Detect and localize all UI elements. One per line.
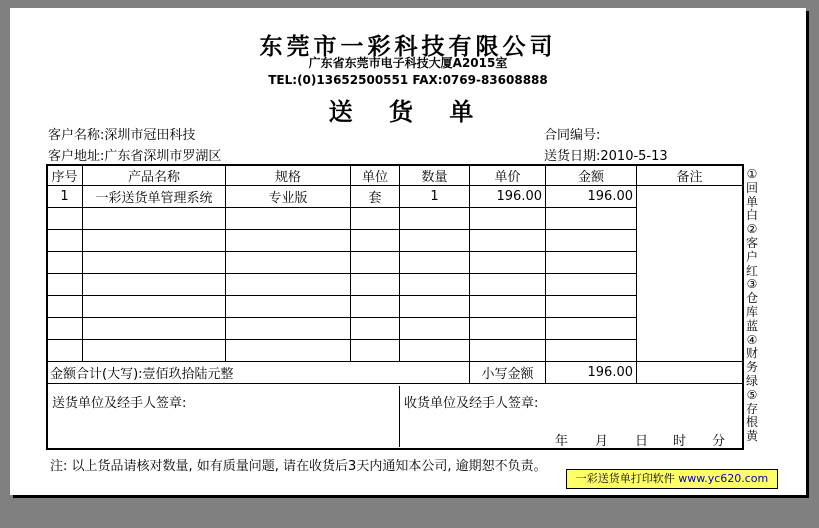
- cell-price[interactable]: [470, 296, 546, 318]
- customer-address: 客户地址:广东省深圳市罗湖区: [48, 149, 222, 164]
- cell-index[interactable]: [47, 208, 83, 230]
- cell-spec[interactable]: 专业版: [226, 186, 351, 208]
- copy-char: 黄: [745, 429, 758, 444]
- copy-char: 蓝: [745, 318, 758, 333]
- copy-char: 存: [745, 401, 758, 416]
- copy-char: 户: [745, 249, 758, 264]
- copy-char: 根: [745, 415, 758, 430]
- receiver-signature-label: 收货单位及经手人签章:: [404, 396, 539, 411]
- footer-note: 注: 以上货品请核对数量, 如有质量问题, 请在收货后3天内通知本公司, 逾期恕不负责。: [50, 459, 547, 474]
- header-cell: 金额: [546, 165, 637, 186]
- cell-quantity[interactable]: 1: [400, 186, 470, 208]
- cell-product[interactable]: [83, 296, 226, 318]
- company-address: 广东省东莞市电子科技大厦A2015室: [308, 56, 508, 70]
- cell-index[interactable]: [47, 318, 83, 340]
- cell-product[interactable]: [83, 340, 226, 362]
- cell-index[interactable]: [47, 252, 83, 274]
- copy-char: 仓: [745, 291, 758, 306]
- cell-quantity[interactable]: [400, 318, 470, 340]
- cell-amount[interactable]: [546, 252, 637, 274]
- total-upper-amount: 金额合计(大写):壹佰玖拾陆元整: [47, 362, 470, 384]
- cell-quantity[interactable]: [400, 340, 470, 362]
- company-tel-fax: TEL:(0)13652500551 FAX:0769-83608888: [268, 73, 548, 87]
- header-cell: 单位: [351, 165, 400, 186]
- items-table: [46, 164, 743, 384]
- total-row-spacer: [637, 362, 743, 384]
- cell-unit[interactable]: [351, 208, 400, 230]
- date-part-day: 日: [635, 434, 649, 449]
- cell-index[interactable]: 1: [47, 186, 83, 208]
- copy-char: 库: [745, 304, 758, 319]
- table-header-row: [47, 165, 743, 186]
- company-name: 东莞市一彩科技有限公司: [259, 34, 557, 60]
- date-part-month: 月: [595, 434, 609, 449]
- cell-spec[interactable]: [226, 318, 351, 340]
- header-cell: 数量: [400, 165, 470, 186]
- total-row: [47, 362, 743, 384]
- header-cell: 单价: [470, 165, 546, 186]
- cell-index[interactable]: [47, 340, 83, 362]
- table-row: [47, 186, 743, 208]
- cell-index[interactable]: [47, 296, 83, 318]
- brand-url-link[interactable]: www.yc620.com: [678, 472, 769, 485]
- header-cell: 产品名称: [83, 165, 226, 186]
- cell-price[interactable]: [470, 340, 546, 362]
- copy-char: 客: [745, 235, 758, 250]
- header-cell: 备注: [637, 165, 743, 186]
- cell-unit[interactable]: [351, 274, 400, 296]
- cell-unit[interactable]: 套: [351, 186, 400, 208]
- cell-product[interactable]: [83, 274, 226, 296]
- cell-index[interactable]: [47, 230, 83, 252]
- copy-mark: ④: [746, 332, 758, 347]
- cell-spec[interactable]: [226, 296, 351, 318]
- brand-name: 一彩送货单打印软件: [575, 472, 675, 485]
- cell-price[interactable]: [470, 318, 546, 340]
- cell-quantity[interactable]: [400, 252, 470, 274]
- copy-char: 单: [745, 194, 758, 209]
- date-part-hour: 时: [673, 434, 687, 449]
- cell-spec[interactable]: [226, 274, 351, 296]
- delivery-date: 送货日期:2010-5-13: [544, 149, 668, 164]
- date-part-minute: 分: [712, 434, 726, 449]
- cell-spec[interactable]: [226, 208, 351, 230]
- cell-price[interactable]: 196.00: [470, 186, 546, 208]
- cell-quantity[interactable]: [400, 296, 470, 318]
- cell-amount[interactable]: [546, 318, 637, 340]
- cell-unit[interactable]: [351, 296, 400, 318]
- copy-mark: ①: [746, 167, 758, 181]
- cell-spec[interactable]: [226, 252, 351, 274]
- cell-unit[interactable]: [351, 340, 400, 362]
- contract-number: 合同编号:: [544, 128, 601, 143]
- cell-quantity[interactable]: [400, 230, 470, 252]
- cell-product[interactable]: 一彩送货单管理系统: [83, 186, 226, 208]
- cell-quantity[interactable]: [400, 274, 470, 296]
- cell-product[interactable]: [83, 230, 226, 252]
- cell-unit[interactable]: [351, 230, 400, 252]
- total-lower-label: 小写金额: [470, 362, 546, 384]
- cell-unit[interactable]: [351, 318, 400, 340]
- signature-divider: [399, 386, 400, 447]
- cell-price[interactable]: [470, 252, 546, 274]
- cell-amount[interactable]: [546, 208, 637, 230]
- cell-product[interactable]: [83, 318, 226, 340]
- copy-char: 红: [745, 263, 758, 278]
- total-lower-value: 196.00: [546, 362, 637, 384]
- copy-char: 白: [745, 208, 758, 223]
- cell-remarks[interactable]: [637, 186, 743, 362]
- cell-quantity[interactable]: [400, 208, 470, 230]
- delivery-note-page: [10, 8, 806, 495]
- cell-unit[interactable]: [351, 252, 400, 274]
- copy-char: 财: [745, 346, 758, 361]
- cell-product[interactable]: [83, 208, 226, 230]
- copy-char: 务: [745, 360, 758, 375]
- copy-mark: ②: [746, 222, 758, 237]
- cell-spec[interactable]: [226, 230, 351, 252]
- header-cell: 规格: [226, 165, 351, 186]
- customer-name: 客户名称:深圳市冠田科技: [48, 128, 196, 143]
- sender-signature-label: 送货单位及经手人签章:: [52, 396, 187, 411]
- copy-mark: ③: [746, 277, 758, 292]
- cell-price[interactable]: [470, 208, 546, 230]
- date-part-year: 年: [555, 434, 569, 449]
- cell-amount[interactable]: 196.00: [546, 186, 637, 208]
- copy-char: 回: [745, 180, 758, 195]
- header-cell: 序号: [47, 165, 83, 186]
- document-title: 送 货 单: [328, 98, 488, 126]
- copies-legend: [744, 168, 760, 444]
- cell-price[interactable]: [470, 274, 546, 296]
- software-brand-badge[interactable]: [566, 469, 778, 489]
- cell-spec[interactable]: [226, 340, 351, 362]
- cell-index[interactable]: [47, 274, 83, 296]
- copy-mark: ⑤: [746, 387, 758, 402]
- copy-char: 绿: [745, 373, 758, 388]
- cell-price[interactable]: [470, 230, 546, 252]
- cell-amount[interactable]: [546, 340, 637, 362]
- cell-product[interactable]: [83, 252, 226, 274]
- cell-amount[interactable]: [546, 296, 637, 318]
- cell-amount[interactable]: [546, 230, 637, 252]
- cell-amount[interactable]: [546, 274, 637, 296]
